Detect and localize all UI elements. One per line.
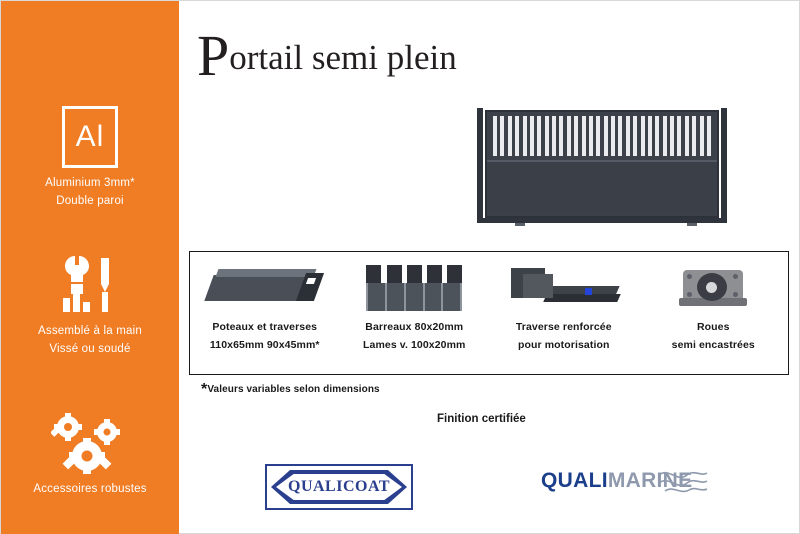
component-label-crossbar-line2: pour motorisation <box>517 339 610 352</box>
component-label-wheels-line1: Roues <box>696 321 730 333</box>
components-box <box>189 251 789 375</box>
footnote <box>201 381 380 399</box>
wrench-tools-icon <box>1 247 179 323</box>
gate-foot-left <box>515 223 525 226</box>
sidebar-block-accessories <box>1 405 179 499</box>
component-label-wheels-line2: semi encastrées <box>671 339 755 352</box>
component-label-posts-line1: Poteaux et traverses <box>212 321 318 333</box>
component-label-posts <box>210 318 320 355</box>
left-feature-sidebar <box>1 1 179 534</box>
sidebar-block-assembly <box>1 247 179 359</box>
gate-post-left <box>477 108 483 220</box>
qualimarine-logo-text-primary: QUALI <box>541 469 608 492</box>
component-label-wheels <box>672 318 755 355</box>
qualimarine-logo-text-secondary: MARINE <box>607 469 693 492</box>
page-title <box>197 23 457 88</box>
finition-heading: Finition certifiée <box>437 413 526 425</box>
footnote-asterisk: * <box>201 381 208 398</box>
footnote-text: Valeurs variables selon dimensions <box>207 384 380 395</box>
sidebar-label-assembly-line1: Assemblé à la main <box>38 325 142 337</box>
sidebar-label-assembly-line2: Vissé ou soudé <box>49 342 131 355</box>
sidebar-label-accessories-line1: Accessoires robustes <box>33 483 147 495</box>
gate-solid-panel <box>487 160 717 210</box>
gate-post-right <box>721 108 727 220</box>
gate-bars <box>493 116 711 156</box>
sidebar-label-aluminium <box>1 175 179 211</box>
wave-icon <box>657 465 709 499</box>
bars-and-slats-icon <box>340 258 490 318</box>
component-label-bars-line1: Barreaux 80x20mm <box>365 321 464 333</box>
component-label-bars-line2: Lames v. 100x20mm <box>363 339 466 352</box>
sidebar-block-aluminium <box>1 99 179 211</box>
semi-solid-gate-render <box>477 104 727 226</box>
qualicoat-logo <box>265 464 413 510</box>
component-label-crossbar-line1: Traverse renforcée <box>515 321 612 333</box>
aluminium-symbol-label: Al <box>75 120 105 153</box>
component-cell-wheels <box>639 252 789 374</box>
component-cell-bars <box>340 252 490 374</box>
sidebar-label-assembly <box>1 323 179 359</box>
sidebar-label-accessories <box>1 481 179 499</box>
post-and-crossbar-profile-icon <box>190 258 340 318</box>
qualimarine-logo <box>541 469 711 509</box>
sidebar-label-aluminium-line2: Double paroi <box>56 194 124 207</box>
component-label-crossbar <box>516 318 612 355</box>
page-title-capital: P <box>197 23 230 88</box>
gate-foot-right <box>687 223 697 226</box>
aluminium-square-icon <box>1 99 179 175</box>
sidebar-label-aluminium-line1: Aluminium 3mm* <box>45 177 135 189</box>
page-title-rest: ortail semi plein <box>229 38 457 77</box>
qualicoat-logo-text: QUALICOAT <box>288 478 390 495</box>
semi-recessed-wheel-icon <box>639 258 789 318</box>
reinforced-crossbar-icon <box>489 258 639 318</box>
gears-icon <box>1 405 179 481</box>
component-cell-crossbar <box>489 252 639 374</box>
component-label-bars <box>363 318 466 355</box>
component-cell-posts <box>190 252 340 374</box>
component-label-posts-line2: 110x65mm 90x45mm* <box>209 339 320 352</box>
